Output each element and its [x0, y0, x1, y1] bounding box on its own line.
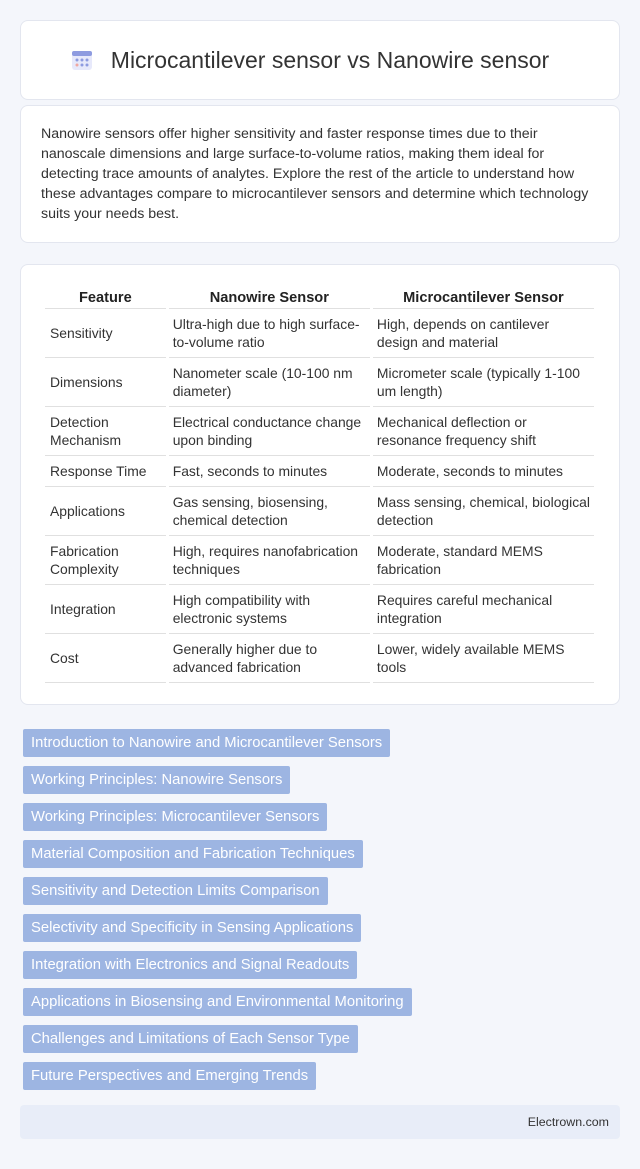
topic-link[interactable]: Introduction to Nanowire and Microcantilever Sensors — [23, 729, 390, 757]
table-cell-nanowire: Generally higher due to advanced fabrication — [169, 634, 370, 683]
table-row — [45, 487, 594, 536]
topic-link[interactable]: Applications in Biosensing and Environmental Monitoring — [23, 988, 412, 1016]
table-cell-nanowire: Ultra-high due to high surface-to-volume ratio — [169, 309, 370, 358]
table-cell-feature: Integration — [45, 585, 166, 634]
topic-list — [23, 729, 623, 1099]
topic-link[interactable]: Integration with Electronics and Signal Readouts — [23, 951, 357, 979]
table-cell-microcantilever: Mass sensing, chemical, biological detection — [373, 487, 594, 536]
topic-link[interactable]: Challenges and Limitations of Each Sensor Type — [23, 1025, 358, 1053]
topic-link[interactable]: Material Composition and Fabrication Techniques — [23, 840, 363, 868]
topic-link[interactable]: Future Perspectives and Emerging Trends — [23, 1062, 316, 1090]
footer — [20, 1105, 620, 1139]
table-cell-microcantilever: Moderate, seconds to minutes — [373, 456, 594, 487]
table-cell-nanowire: Electrical conductance change upon binding — [169, 407, 370, 456]
table-cell-microcantilever: Requires careful mechanical integration — [373, 585, 594, 634]
table-cell-feature: Response Time — [45, 456, 166, 487]
table-row — [45, 634, 594, 683]
topic-link[interactable]: Working Principles: Microcantilever Sensors — [23, 803, 327, 831]
topic-link[interactable]: Selectivity and Specificity in Sensing Applications — [23, 914, 361, 942]
page-title: Microcantilever sensor vs Nanowire sensor — [110, 46, 550, 73]
table-cell-microcantilever: Mechanical deflection or resonance frequency shift — [373, 407, 594, 456]
table-cell-feature: Sensitivity — [45, 309, 166, 358]
table-row — [45, 407, 594, 456]
topic-link[interactable]: Sensitivity and Detection Limits Comparison — [23, 877, 328, 905]
table-cell-feature: Detection Mechanism — [45, 407, 166, 456]
table-row — [45, 536, 594, 585]
table-cell-microcantilever: High, depends on cantilever design and material — [373, 309, 594, 358]
table-row — [45, 309, 594, 358]
table-cell-feature: Cost — [45, 634, 166, 683]
table-cell-feature: Applications — [45, 487, 166, 536]
table-cell-microcantilever: Lower, widely available MEMS tools — [373, 634, 594, 683]
table-cell-feature: Fabrication Complexity — [45, 536, 166, 585]
comparison-table-card — [20, 264, 620, 705]
table-cell-nanowire: High compatibility with electronic systems — [169, 585, 370, 634]
intro-paragraph: Nanowire sensors offer higher sensitivity and faster response times due to their nanoscale dimensions and large surface-to-volume ratios, making them ideal for detecting trace amounts of analytes. Explore the rest of the article to understand how these advantages compare to microcantilever sensors and determine which technology suits your needs best. — [41, 126, 589, 222]
table-cell-nanowire: Nanometer scale (10-100 nm diameter) — [169, 358, 370, 407]
table-cell-nanowire: Gas sensing, biosensing, chemical detection — [169, 487, 370, 536]
table-header-row — [45, 283, 594, 309]
calendar-grid-icon — [67, 45, 97, 75]
header-card — [20, 20, 620, 100]
table-cell-microcantilever: Micrometer scale (typically 1-100 um length) — [373, 358, 594, 407]
table-row — [45, 358, 594, 407]
table-row — [45, 585, 594, 634]
table-cell-nanowire: Fast, seconds to minutes — [169, 456, 370, 487]
intro-card — [20, 105, 620, 243]
column-header-feature: Feature — [45, 283, 166, 309]
column-header-microcantilever: Microcantilever Sensor — [373, 283, 594, 309]
table-row — [45, 456, 594, 487]
table-cell-feature: Dimensions — [45, 358, 166, 407]
column-header-nanowire: Nanowire Sensor — [169, 283, 370, 309]
comparison-table — [42, 283, 597, 683]
table-cell-microcantilever: Moderate, standard MEMS fabrication — [373, 536, 594, 585]
footer-site-link[interactable]: Electrown.com — [527, 1115, 609, 1129]
topic-link[interactable]: Working Principles: Nanowire Sensors — [23, 766, 290, 794]
table-cell-nanowire: High, requires nanofabrication techniques — [169, 536, 370, 585]
